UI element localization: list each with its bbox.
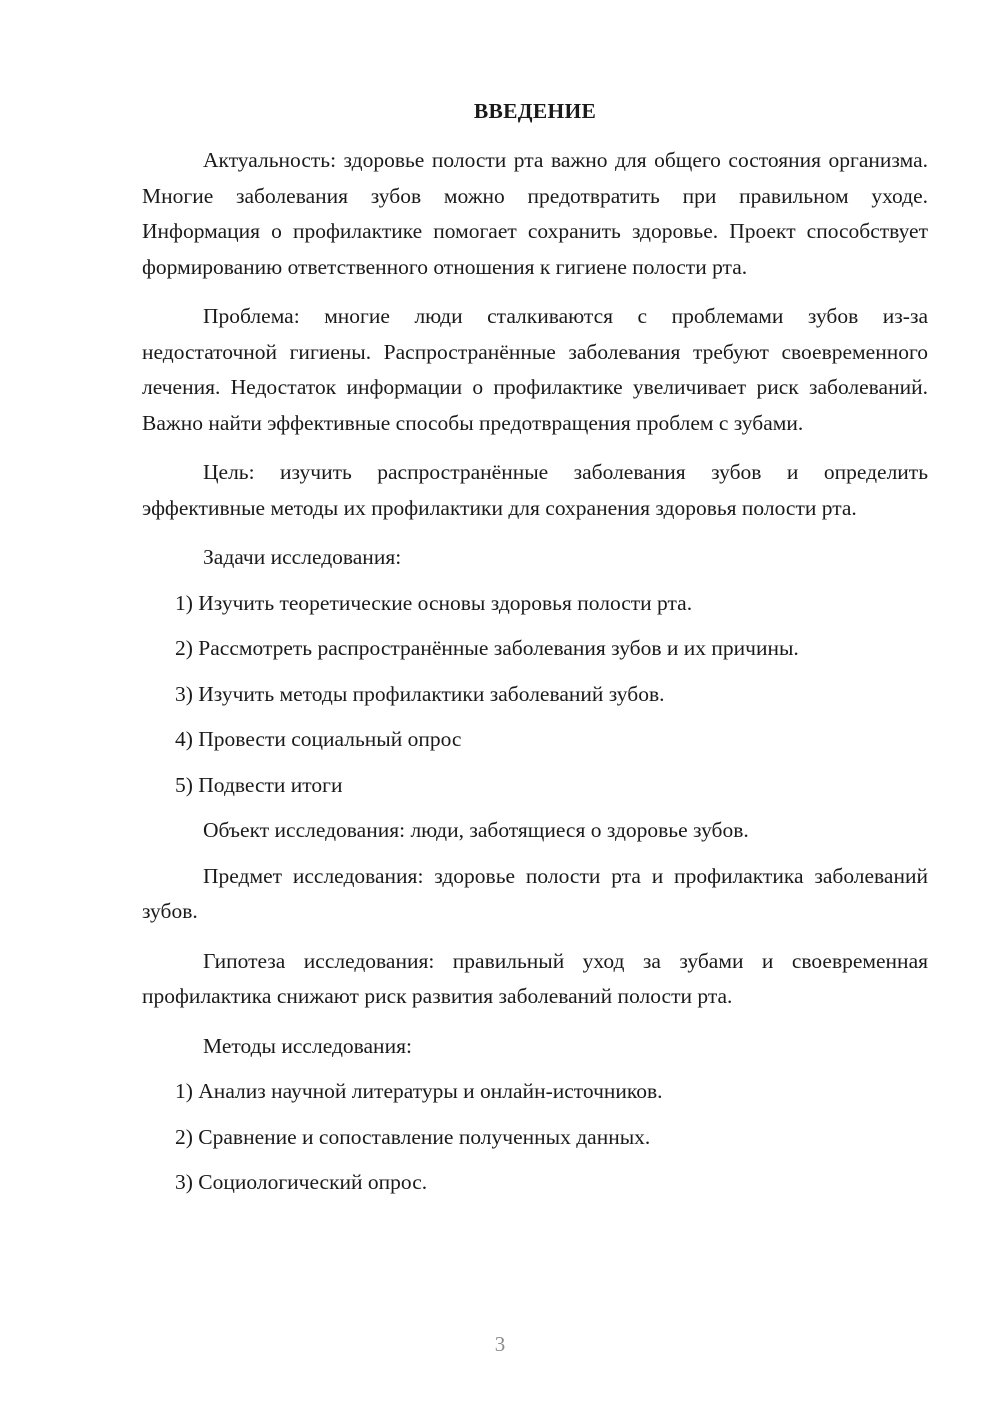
page-number: 3 <box>494 1332 506 1356</box>
problem-paragraph: Проблема: многие люди сталкиваются с проблемами зубов из-за недостаточной гигиены. Распространённые заболевания требуют своевременного лечения. Недостаток информации о профилактике увеличивает риск заболеваний. Важно найти эффективные способы предотвращения проблем с зубами. <box>142 304 928 435</box>
relevance-paragraph: Актуальность: здоровье полости рта важно для общего состояния организма. Многие заболевания зубов можно предотвратить при правильном уходе. Информация о профилактике помогает сохранить здоровье. Проект способствует формированию ответственного отношения к гигиене полости рта. <box>142 148 928 279</box>
page-title: ВВЕДЕНИЕ <box>473 99 597 123</box>
hypothesis-paragraph: Гипотеза исследования: правильный уход за зубами и своевременная профилактика снижают риск развития заболеваний полости рта. <box>142 948 928 1008</box>
method-item: 2) Сравнение и сопоставление полученных данных. <box>175 1124 651 1149</box>
method-item: 3) Социологический опрос. <box>175 1170 428 1194</box>
methods-heading: Методы исследования: <box>203 1033 412 1058</box>
object-paragraph: Объект исследования: люди, заботящиеся о здоровье зубов. <box>203 818 749 842</box>
methods-list <box>142 1074 928 1201</box>
task-item: 2) Рассмотреть распространённые заболевания зубов и их причины. <box>175 636 799 660</box>
tasks-list <box>142 586 928 804</box>
subject-paragraph: Предмет исследования: здоровье полости рта и профилактика заболеваний зубов. <box>142 863 928 923</box>
task-item: 1) Изучить теоретические основы здоровья полости рта. <box>175 590 693 615</box>
task-item: 4) Провести социальный опрос <box>175 727 462 751</box>
task-item: 5) Подвести итоги <box>175 772 343 797</box>
task-item: 3) Изучить методы профилактики заболеваний зубов. <box>175 681 665 706</box>
goal-paragraph: Цель: изучить распространённые заболевания зубов и определить эффективные методы их профилактики для сохранения здоровья полости рта. <box>142 460 928 520</box>
method-item: 1) Анализ научной литературы и онлайн-источников. <box>175 1079 663 1103</box>
document-page <box>142 94 928 1211</box>
tasks-heading: Задачи исследования: <box>203 545 402 569</box>
